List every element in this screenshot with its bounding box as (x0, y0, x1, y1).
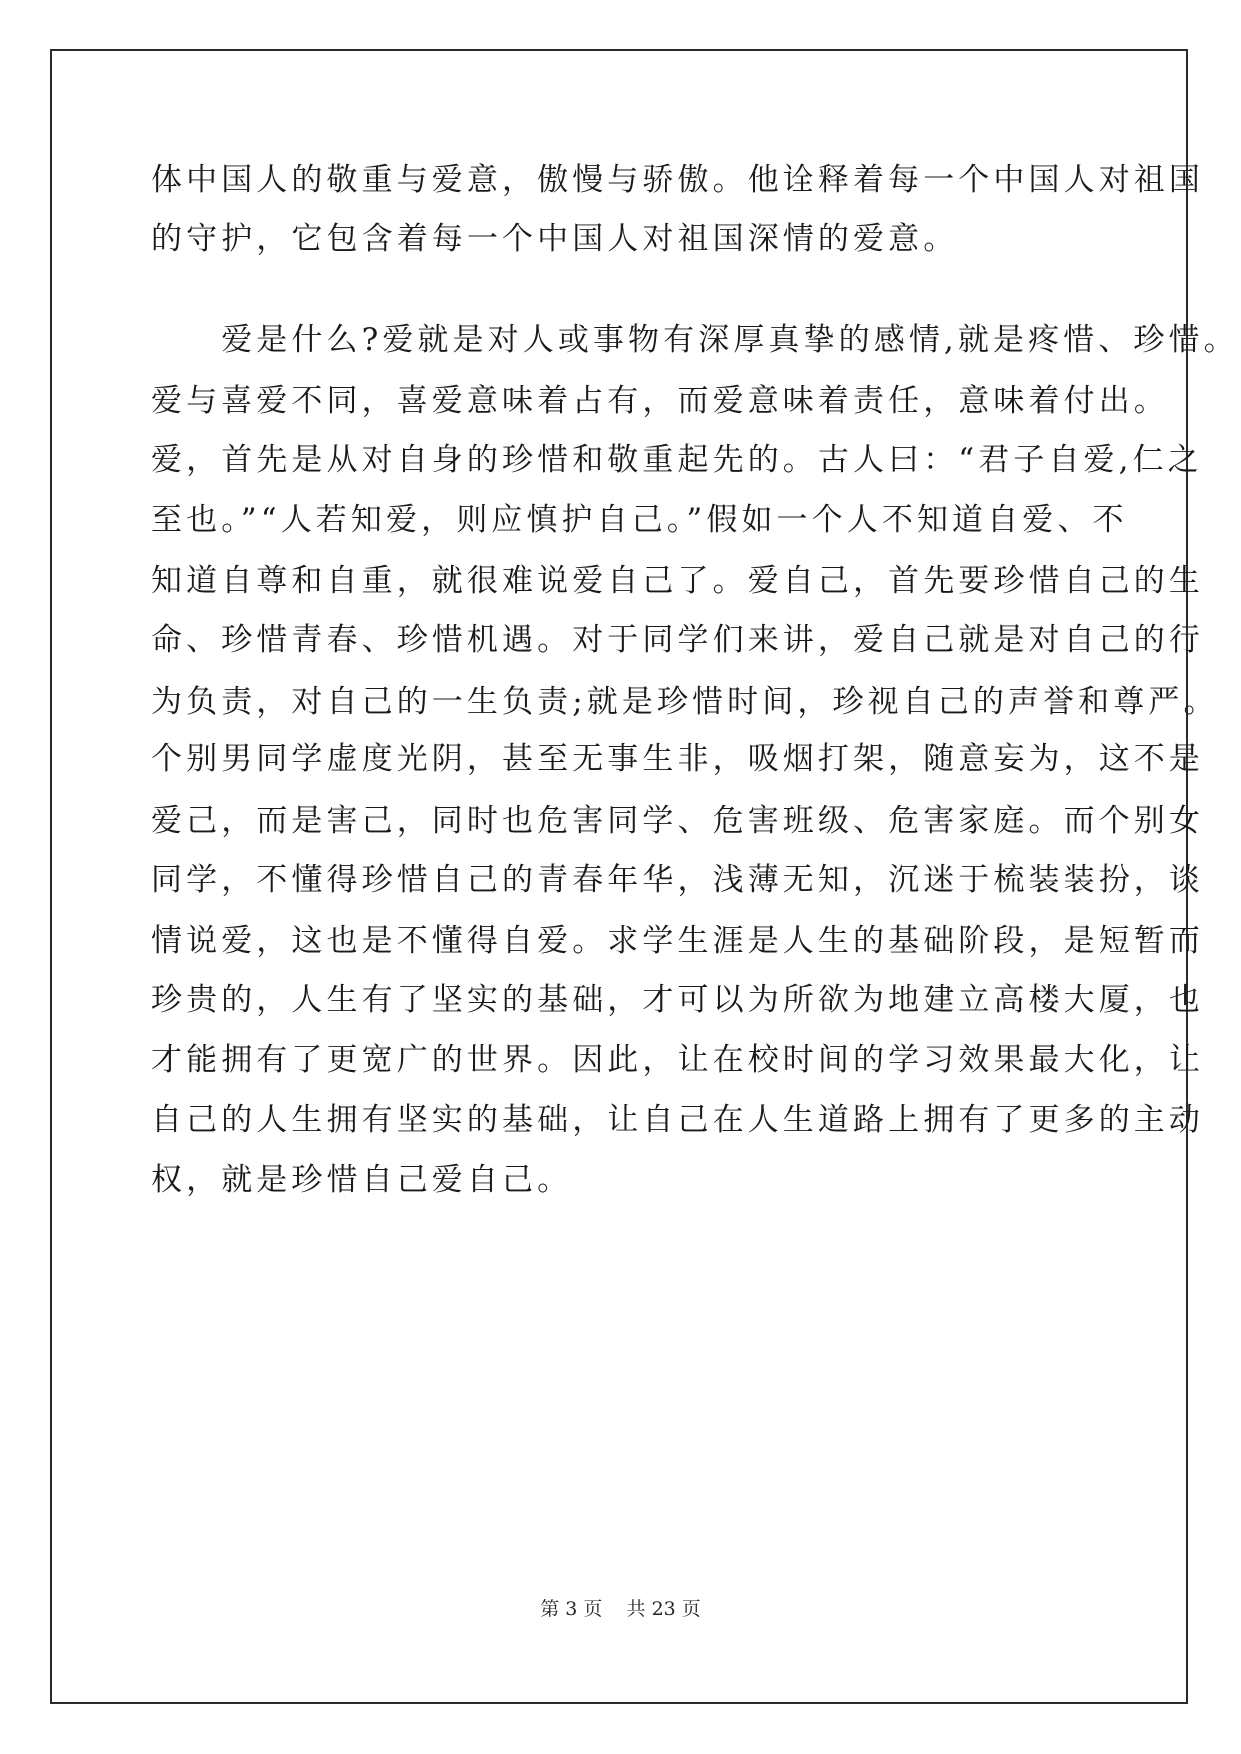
text-line: 知道自尊和自重，就很难说爱自己了。爱自己，首先要珍惜自己的生 (151, 563, 1204, 599)
text-line: 爱与喜爱不同，喜爱意味着占有，而爱意味着责任，意味着付出。 (151, 383, 1169, 419)
text-line: 爱是什么?爱就是对人或事物有深厚真挚的感情,就是疼惜、珍惜。 (151, 322, 1239, 358)
text-line: 至也。”“人若知爱，则应慎护自己。”假如一个人不知道自爱、不 (151, 502, 1128, 538)
text-line: 爱己，而是害己，同时也危害同学、危害班级、危害家庭。而个别女 (151, 803, 1204, 839)
text-line: 个别男同学虚度光阴，甚至无事生非，吸烟打架，随意妄为，这不是 (151, 741, 1204, 777)
text-line: 命、珍惜青春、珍惜机遇。对于同学们来讲，爱自己就是对自己的行 (151, 622, 1204, 658)
text-line: 爱，首先是从对自身的珍惜和敬重起先的。古人曰：“君子自爱,仁之 (151, 442, 1203, 478)
text-line: 的守护，它包含着每一个中国人对祖国深情的爱意。 (151, 221, 959, 257)
text-line: 为负责，对自己的一生负责;就是珍惜时间，珍视自己的声誉和尊严。 (151, 684, 1219, 720)
text-line: 才能拥有了更宽广的世界。因此，让在校时间的学习效果最大化，让 (151, 1042, 1204, 1078)
text-line: 情说爱，这也是不懂得自爱。求学生涯是人生的基础阶段，是短暂而 (151, 923, 1204, 959)
text-line: 权，就是珍惜自己爱自己。 (151, 1162, 573, 1198)
text-line: 体中国人的敬重与爱意，傲慢与骄傲。他诠释着每一个中国人对祖国 (151, 162, 1204, 198)
text-line: 自己的人生拥有坚实的基础，让自己在人生道路上拥有了更多的主动 (151, 1102, 1204, 1138)
text-line: 珍贵的，人生有了坚实的基础，才可以为所欲为地建立高楼大厦，也 (151, 982, 1204, 1018)
text-line: 同学，不懂得珍惜自己的青春年华，浅薄无知，沉迷于梳装装扮，谈 (151, 862, 1204, 898)
page-number: 第 3 页 共 23 页 (540, 1598, 701, 1620)
